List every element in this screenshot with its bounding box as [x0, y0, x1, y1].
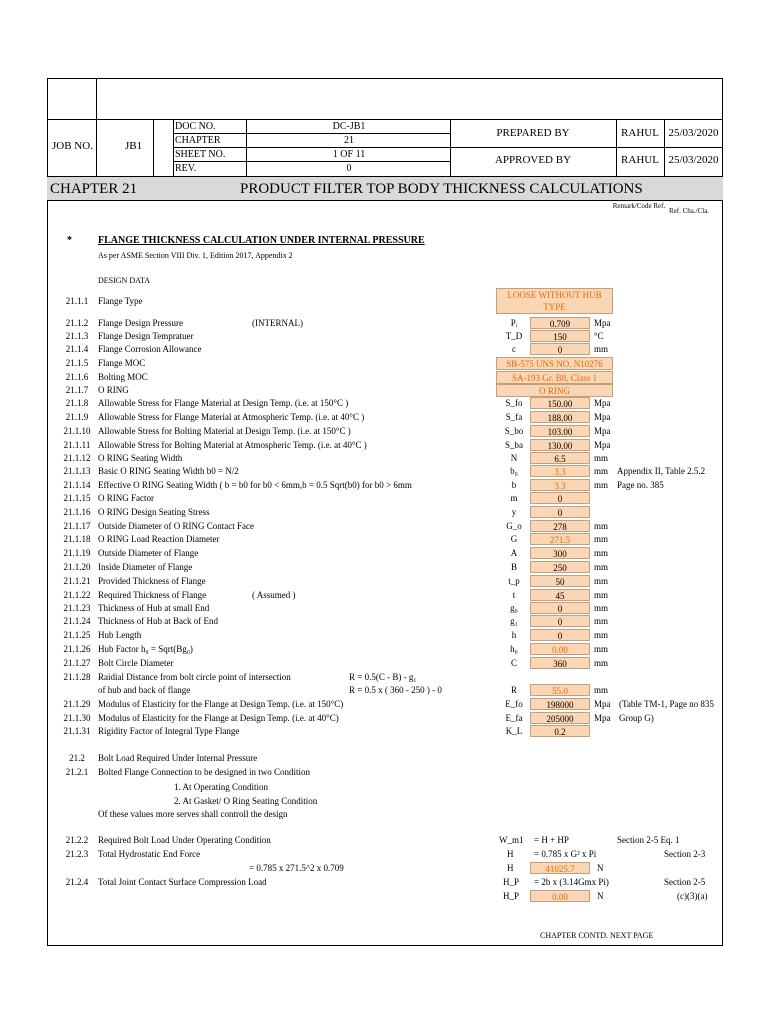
- value-cell[interactable]: 300: [530, 547, 590, 559]
- value-cell[interactable]: 50: [530, 575, 590, 587]
- section-heading: FLANGE THICKNESS CALCULATION UNDER INTERNAL PRESSURE: [98, 235, 425, 246]
- item-number: 21.1.20: [63, 562, 91, 572]
- data-row: [47, 533, 723, 546]
- item-description: Total Joint Contact Surface Compression Load: [98, 877, 267, 887]
- value-cell[interactable]: 188.00: [530, 411, 590, 423]
- item-note: ( Assumed ): [252, 590, 296, 600]
- data-row: [47, 561, 723, 574]
- divider: [96, 78, 97, 176]
- item-description: Required Thickness of Flange: [98, 590, 207, 600]
- value-cell[interactable]: 278: [530, 520, 590, 532]
- unit: Mpa: [594, 426, 611, 436]
- approved-date: 25/03/2020: [668, 154, 719, 166]
- value-cell[interactable]: 0.2: [530, 725, 590, 737]
- formula: = H + HP: [534, 835, 569, 845]
- data-row: [47, 479, 723, 492]
- unit: Mpa: [594, 398, 611, 408]
- item-description: Modulus of Elasticity for the Flange at Design Temp. (i.e. at 150°C): [98, 699, 344, 709]
- item-description: Outside Diameter of O RING Contact Face: [98, 521, 254, 531]
- symbol: h: [511, 630, 517, 640]
- item-number: 21.1.23: [63, 603, 91, 613]
- item-number: 21.1.28: [63, 672, 91, 682]
- unit: Mpa: [594, 318, 611, 328]
- unit: mm: [594, 685, 609, 695]
- symbol: S_ba: [505, 440, 523, 450]
- data-row: [47, 465, 723, 478]
- item-description: Total Hydrostatic End Force: [98, 849, 201, 859]
- value-cell[interactable]: 250: [530, 561, 590, 573]
- item-description: Rigidity Factor of Integral Type Flange: [98, 726, 240, 736]
- item-number: 21.1.10: [63, 426, 91, 436]
- approved-label: APPROVED BY: [494, 154, 572, 166]
- symbol: H: [507, 849, 514, 859]
- reference: (Table TM-1, Page no 835: [619, 699, 714, 709]
- symbol: W_m1: [499, 835, 524, 845]
- item-description: Flange Design Tempratuer: [98, 331, 194, 341]
- item-description: Bolting MOC: [98, 372, 148, 382]
- unit: mm: [594, 590, 609, 600]
- data-row: [47, 643, 723, 656]
- symbol: Pᵢ: [510, 318, 518, 328]
- condition-1: 1. At Operating Condition: [174, 782, 268, 792]
- value-cell[interactable]: 130.00: [530, 439, 590, 451]
- item-description: Allowable Stress for Bolting Material at Design Temp. (i.e. at 150°C ): [98, 426, 351, 436]
- reference: Group G): [619, 713, 654, 723]
- symbol: R: [510, 685, 517, 695]
- data-row: [47, 439, 723, 452]
- value-cell[interactable]: 41025.7: [530, 862, 590, 874]
- item-number: 21.1.14: [63, 480, 91, 490]
- item-description: Provided Thickness of Flange: [98, 576, 206, 586]
- calc-row-hp-value: [47, 890, 723, 903]
- header-blank-area: [47, 78, 723, 120]
- symbol: g₀: [510, 603, 518, 613]
- code-reference: As per ASME Section VIII Div. 1, Edition 2017, Appendix 2: [98, 251, 293, 260]
- symbol: C: [510, 658, 517, 668]
- value-cell[interactable]: 271.5: [530, 533, 590, 545]
- item-number: 21.1.21: [63, 576, 91, 586]
- data-row: [47, 615, 723, 628]
- moc-value[interactable]: SB-575 UNS NO. N10276: [496, 357, 613, 370]
- item-number: 21.1.7: [65, 385, 89, 395]
- unit: mm: [594, 521, 609, 531]
- unit: mm: [594, 603, 609, 613]
- item-number: 21.1.12: [63, 453, 91, 463]
- bullet: *: [67, 235, 72, 246]
- moc-row: [47, 384, 723, 397]
- value-cell[interactable]: 6.5: [530, 452, 590, 464]
- item-description: of hub and back of flange: [98, 685, 191, 695]
- unit: mm: [594, 644, 609, 654]
- symbol: T_D: [505, 331, 523, 341]
- reference: Page no. 385: [617, 480, 664, 490]
- value-cell[interactable]: 198000: [530, 698, 590, 710]
- job-value: JB1: [125, 140, 143, 152]
- unit: Mpa: [594, 713, 611, 723]
- unit: °C: [594, 331, 604, 341]
- symbol: G: [510, 534, 518, 544]
- unit: mm: [594, 480, 609, 490]
- divider: [153, 120, 154, 176]
- item-description: O RING Factor: [98, 493, 154, 503]
- symbol: B: [510, 562, 517, 572]
- item-description: Allowable Stress for Flange Material at Design Temp. (i.e. at 150°C ): [98, 398, 349, 408]
- calc-row-h: [47, 848, 723, 861]
- value-cell[interactable]: 55.0: [530, 684, 590, 696]
- value-cell[interactable]: 0: [530, 602, 590, 614]
- data-row: [47, 589, 723, 602]
- symbol: K_L: [505, 726, 523, 736]
- design-data-label: DESIGN DATA: [98, 276, 151, 285]
- item-description: Bolt Circle Diameter: [98, 658, 174, 668]
- footer-note: CHAPTER CONTD. NEXT PAGE: [540, 931, 654, 940]
- symbol: m: [510, 493, 518, 503]
- item-number: 21.1.16: [63, 507, 91, 517]
- value-cell[interactable]: 0.00: [530, 890, 590, 902]
- prepared-date: 25/03/2020: [668, 127, 719, 139]
- symbol: S_fa: [505, 412, 523, 422]
- moc-row: [47, 357, 723, 370]
- data-row: [47, 575, 723, 588]
- item-number: 21.1.13: [63, 466, 91, 476]
- item-number: 21.1.22: [63, 590, 91, 600]
- reference: Section 2-5 Eq. 1: [617, 835, 680, 845]
- sheet-label: SHEET NO.: [175, 149, 226, 160]
- divider: [173, 133, 450, 134]
- item-number: 21.1.6: [65, 372, 89, 382]
- item-description: Effective O RING Seating Width ( b = b0 for b0 < 6mm,b = 0.5 Sqrt(b0) for b0 > 6mm: [98, 480, 412, 490]
- item-description: Thickness of Hub at Back of End: [98, 616, 218, 626]
- moc-value[interactable]: SA-193 Gr. B8, Class 1: [496, 371, 613, 384]
- symbol: h₀: [510, 644, 518, 654]
- item-description: Flange Corrosion Allowance: [98, 344, 202, 354]
- item-number: 21.1.5: [65, 358, 89, 368]
- symbol: H_P: [503, 891, 520, 901]
- item-number: 21.2.1: [65, 767, 89, 777]
- radial-row-1: [47, 671, 723, 684]
- reference: (c)(3)(a): [677, 891, 708, 901]
- unit: mm: [594, 658, 609, 668]
- divider: [246, 120, 247, 176]
- item-number: 21.1.1: [65, 296, 89, 306]
- data-row: [47, 492, 723, 505]
- data-row: [47, 317, 723, 330]
- symbol: g₁: [510, 616, 518, 626]
- data-row: [47, 397, 723, 410]
- data-row: [47, 343, 723, 356]
- item-number: 21.1.30: [63, 713, 91, 723]
- unit: mm: [594, 534, 609, 544]
- item-description: Flange MOC: [98, 358, 146, 368]
- item-description: Hub Length: [98, 630, 142, 640]
- item-description: Required Bolt Load Under Operating Condition: [98, 835, 271, 845]
- doc-value: DC-JB1: [332, 121, 366, 132]
- chapter-value: 21: [344, 135, 354, 146]
- unit: mm: [594, 548, 609, 558]
- flange-type-row: [47, 295, 723, 308]
- divider: [173, 147, 450, 148]
- unit: mm: [594, 616, 609, 626]
- approved-name: RAHUL: [621, 154, 659, 166]
- value-cell[interactable]: 150: [530, 330, 590, 342]
- chapter-label: CHAPTER: [175, 135, 221, 146]
- symbol: N: [510, 453, 518, 463]
- item-number: 21.1.17: [63, 521, 91, 531]
- formula: = 0.785 x G² x Pi: [534, 849, 597, 859]
- item-number: 21.1.27: [63, 658, 91, 668]
- calc-row-wm1: [47, 834, 723, 847]
- value-cell[interactable]: 45: [530, 589, 590, 601]
- symbol: t: [512, 590, 516, 600]
- item-description: Modulus of Elasticity for the Flange at Design Temp. (i.e. at 40°C): [98, 713, 339, 723]
- title-band: [47, 176, 723, 201]
- item-number: 21.1.8: [65, 398, 89, 408]
- modulus-row: [47, 725, 723, 738]
- symbol: A: [510, 548, 518, 558]
- item-number: 21.1.9: [65, 412, 89, 422]
- value-cell[interactable]: 3.3: [530, 465, 590, 477]
- reference: Section 2-3: [664, 849, 706, 859]
- unit: mm: [594, 630, 609, 640]
- item-number: 21.1.25: [63, 630, 91, 640]
- value-cell[interactable]: 0: [530, 343, 590, 355]
- symbol: c: [512, 344, 516, 354]
- symbol: E_fa: [505, 713, 523, 723]
- doc-label: DOC NO.: [175, 121, 216, 132]
- item-description: Bolt Load Required Under Internal Pressure: [98, 753, 258, 763]
- unit: mm: [594, 453, 609, 463]
- unit: Mpa: [594, 440, 611, 450]
- item-description: Basic O RING Seating Width b0 = N/2: [98, 466, 239, 476]
- value-cell[interactable]: 3.3: [530, 479, 590, 491]
- symbol: S_bo: [504, 426, 524, 436]
- data-row: [47, 411, 723, 424]
- value-cell[interactable]: 0: [530, 492, 590, 504]
- symbol: t_p: [508, 576, 520, 586]
- bolt-line-row: [47, 766, 723, 779]
- data-row: [47, 602, 723, 615]
- data-row: [47, 330, 723, 343]
- item-number: 21.1.29: [63, 699, 91, 709]
- unit: mm: [594, 576, 609, 586]
- sheet-value: 1 OF 11: [332, 149, 366, 160]
- unit: N: [597, 891, 604, 901]
- prepared-label: PREPARED BY: [496, 127, 570, 139]
- value-cell[interactable]: 360: [530, 657, 590, 669]
- symbol: b₀: [510, 466, 518, 476]
- condition-2: 2. At Gasket/ O Ring Seating Condition: [174, 796, 318, 806]
- divider: [450, 147, 723, 148]
- data-row: [47, 629, 723, 642]
- item-number: 21.1.15: [63, 493, 91, 503]
- item-number: 21.2.2: [65, 835, 89, 845]
- item-description: O RING Seating Width: [98, 453, 183, 463]
- radial-row-2: [47, 684, 723, 697]
- unit: mm: [594, 344, 609, 354]
- item-number: 21.2.3: [65, 849, 89, 859]
- item-number: 21.1.11: [63, 440, 91, 450]
- flange-type-value[interactable]: LOOSE WITHOUT HUB TYPE: [496, 288, 613, 314]
- item-description: Outside Diameter of Flange: [98, 548, 199, 558]
- symbol: S_fo: [505, 398, 523, 408]
- symbol: G_o: [506, 521, 522, 531]
- value-cell[interactable]: 0: [530, 615, 590, 627]
- reference: Section 2-5: [664, 877, 706, 887]
- value-cell[interactable]: 150.00: [530, 397, 590, 409]
- reference: Appendix II, Table 2.5.2: [617, 466, 706, 476]
- data-row: [47, 506, 723, 519]
- rev-label: REV.: [175, 163, 197, 174]
- item-description: O RING Load Reaction Diameter: [98, 534, 220, 544]
- calc-row-hp: [47, 876, 723, 889]
- data-row: [47, 547, 723, 560]
- formula: R = 0.5 x ( 360 - 250 ) - 0: [349, 685, 442, 695]
- item-number: 21.1.18: [63, 534, 91, 544]
- item-description: Flange Design Pressure: [98, 318, 183, 328]
- symbol: b: [511, 480, 517, 490]
- item-description: Allowable Stress for Flange Material at Atmospheric Temp. (i.e. at 40°C ): [98, 412, 365, 422]
- divider: [173, 120, 174, 176]
- item-number: 21.1.26: [63, 644, 91, 654]
- item-description: Allowable Stress for Bolting Material at Atmospheric Temp. (i.e. at 40°C ): [98, 440, 367, 450]
- data-row: [47, 452, 723, 465]
- symbol: y: [511, 507, 517, 517]
- item-number: 21.1.3: [65, 331, 89, 341]
- unit: Mpa: [594, 412, 611, 422]
- bolt-note: Of these values more serves shall controll the design: [98, 809, 288, 819]
- symbol: H: [507, 863, 514, 873]
- item-description: Flange Type: [98, 296, 143, 306]
- unit: mm: [594, 466, 609, 476]
- value-cell[interactable]: 205000: [530, 712, 590, 724]
- value-cell[interactable]: 0.00: [530, 643, 590, 655]
- formula: = 0.785 x 271.5^2 x 0.709: [249, 863, 344, 873]
- value-cell[interactable]: 103.00: [530, 425, 590, 437]
- item-number: 21.1.24: [63, 616, 91, 626]
- symbol: E_fo: [505, 699, 523, 709]
- item-description: Raidial Distance from bolt circle point of intersection: [98, 672, 291, 682]
- item-note: (INTERNAL): [252, 318, 303, 328]
- subject-title: PRODUCT FILTER TOP BODY THICKNESS CALCULATIONS: [240, 181, 643, 197]
- item-description: O RING: [98, 385, 129, 395]
- item-description: O RING Design Seating Stress: [98, 507, 210, 517]
- item-description: Hub Factor h₀ = Sqrt(Bg₀): [98, 644, 193, 654]
- item-number: 21.1.31: [63, 726, 91, 736]
- formula: R = 0.5(C - B) - g₁: [349, 672, 417, 682]
- item-number: 21.2: [69, 753, 85, 763]
- value-cell[interactable]: 0.709: [530, 317, 590, 329]
- job-label: JOB NO.: [52, 140, 93, 152]
- unit: mm: [594, 562, 609, 572]
- data-row: [47, 657, 723, 670]
- symbol: H_P: [503, 877, 520, 887]
- unit: Mpa: [594, 699, 611, 709]
- item-number: 21.1.4: [65, 344, 89, 354]
- bolt-title-row: [47, 752, 723, 765]
- remark-col-head: Remark/Code Ref.: [612, 202, 666, 210]
- value-cell[interactable]: 0: [530, 506, 590, 518]
- data-row: [47, 425, 723, 438]
- moc-value[interactable]: O RING: [496, 384, 613, 397]
- item-description: Bolted Flange Connection to be designed in two Condition: [98, 767, 310, 777]
- divider: [173, 161, 450, 162]
- value-cell[interactable]: 0: [530, 629, 590, 641]
- item-description: Inside Diameter of Flange: [98, 562, 193, 572]
- rev-value: 0: [346, 163, 352, 174]
- item-number: 21.1.2: [65, 318, 89, 328]
- item-description: Thickness of Hub at small End: [98, 603, 210, 613]
- prepared-name: RAHUL: [621, 127, 659, 139]
- calc-row-h-value: [47, 862, 723, 875]
- refcha-col-head: Ref. Cha./Cla.: [669, 207, 710, 215]
- modulus-row: [47, 712, 723, 725]
- chapter-title: CHAPTER 21: [50, 181, 138, 197]
- moc-row: [47, 371, 723, 384]
- formula: = 2b x (3.14Gmx Pi): [534, 877, 609, 887]
- item-number: 21.1.19: [63, 548, 91, 558]
- unit: N: [597, 863, 604, 873]
- data-row: [47, 520, 723, 533]
- item-number: 21.2.4: [65, 877, 89, 887]
- modulus-row: [47, 698, 723, 711]
